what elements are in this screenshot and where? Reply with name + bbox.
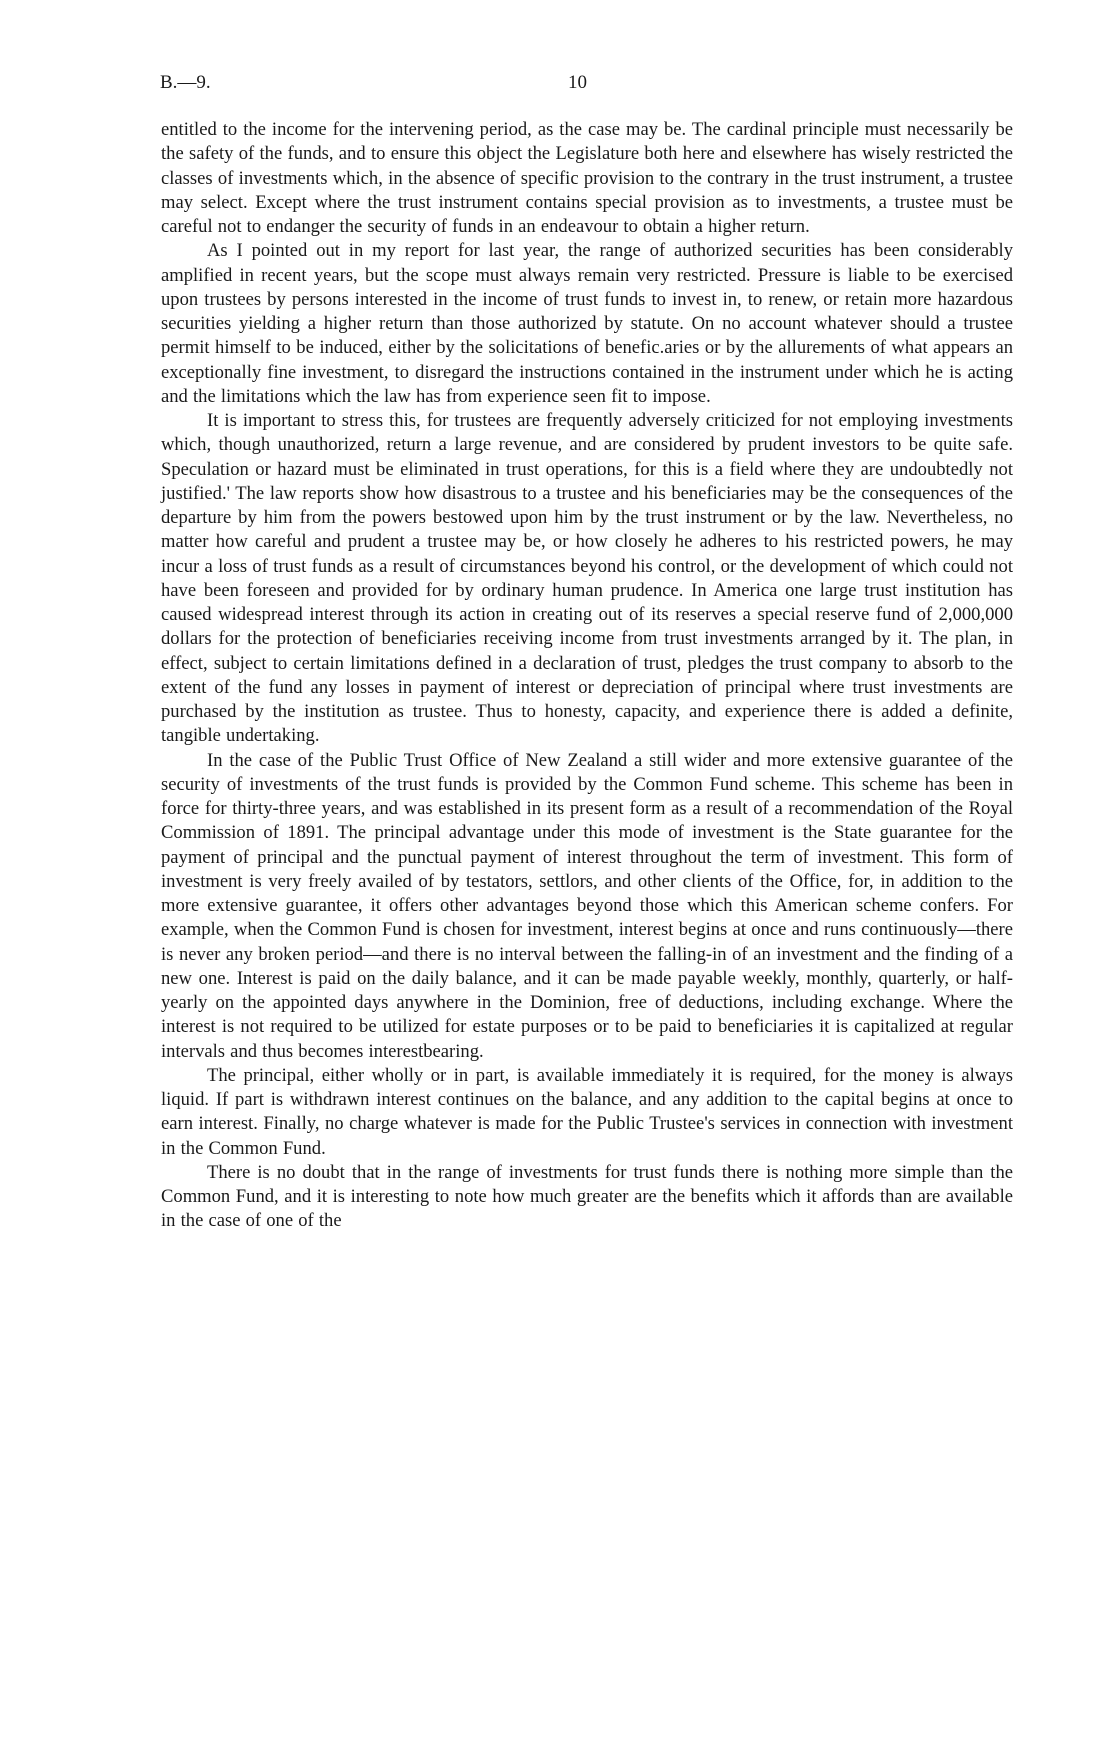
page-number: 10 (568, 72, 587, 93)
paragraph: It is important to stress this, for trustees are frequently adversely criticized for not employing investments which, though unauthorized, return a large revenue, and are considered by prudent investors to be quite safe. Speculation or hazard must be eliminated in trust operations, for this is a field where they are undoubtedly not justified.' The law reports show how disastrous to a trustee and his beneficiaries may be the consequences of the departure by him from the powers bestowed upon him by the trust instrument or by the law. Nevertheless, no matter how careful and prudent a trustee may be, or how closely he adheres to his restricted powers, he may incur a loss of trust funds as a result of circumstances beyond his control, or the development of which could not have been foreseen and provided for by ordinary human prudence. In America one large trust institution has caused widespread interest through its action in creating out of its reserves a special reserve fund of 2,000,000 dollars for the protection of beneficiaries receiving income from trust investments arranged by it. The plan, in effect, subject to certain limitations defined in a declaration of trust, pledges the trust company to absorb to the extent of the fund any losses in payment of interest or depreciation of principal where trust investments are purchased by the institution as trustee. Thus to honesty, capacity, and experience there is added a definite, tangible undertaking. (161, 410, 1013, 747)
paragraph: In the case of the Public Trust Office of New Zealand a still wider and more extensive guarantee of the security of investments of the trust funds is provided by the Common Fund scheme. This scheme has been in force for thirty-three years, and was established in its present form as a result of a recommendation of the Royal Commission of 1891. The principal advantage under this mode of investment is the State guarantee for the payment of principal and the punctual payment of interest throughout the term of investment. This form of investment is very freely availed of by testators, settlors, and other clients of the Office, for, in addition to the more extensive guarantee, it offers other advantages beyond those which this American scheme confers. For example, when the Common Fund is chosen for investment, interest begins at once and runs continuously—there is never any broken period—and there is no interval between the falling-in of an investment and the finding of a new one. Interest is paid on the daily balance, and it can be made payable weekly, monthly, quarterly, or half-yearly on the appointed days anywhere in the Dominion, free of deductions, including exchange. Where the interest is not required to be utilized for estate purposes or to be paid to beneficiaries it is capitalized at regular intervals and thus becomes interestbearing. (161, 749, 1013, 1062)
document-reference: B.—9. (160, 72, 211, 93)
paragraph: There is no doubt that in the range of investments for trust funds there is nothing more simple than the Common Fund, and it is interesting to note how much greater are the benefits which it affords than are available in the case of one of the (161, 1161, 1013, 1232)
page-header (160, 72, 1014, 96)
body-text (161, 118, 1013, 1234)
paragraph: entitled to the income for the intervening period, as the case may be. The cardinal principle must necessarily be the safety of the funds, and to ensure this object the Legislature both here and elsewhere has wisely restricted the classes of investments which, in the absence of specific provision to the contrary in the trust instrument, a trustee may select. Except where the trust instrument contains special provision as to investments, a trustee must be careful not to endanger the security of funds in an endeavour to obtain a higher return. (161, 119, 1013, 237)
paragraph: As I pointed out in my report for last year, the range of authorized securities has been considerably amplified in recent years, but the scope must always remain very restricted. Pressure is liable to be exercised upon trustees by persons interested in the income of trust funds to invest in, to renew, or retain more hazardous securities yielding a higher return than those authorized by statute. On no account whatever should a trustee permit himself to be induced, either by the solicitations of benefic.aries or by the allurements of what appears an exceptionally fine investment, to disregard the instructions contained in the instrument under which he is acting and the limitations which the law has from experience seen fit to impose. (161, 240, 1013, 407)
paragraph: The principal, either wholly or in part, is available immediately it is required, for the money is always liquid. If part is withdrawn interest continues on the balance, and any addition to the capital begins at once to earn interest. Finally, no charge whatever is made for the Public Trustee's services in connection with investment in the Common Fund. (161, 1064, 1013, 1159)
